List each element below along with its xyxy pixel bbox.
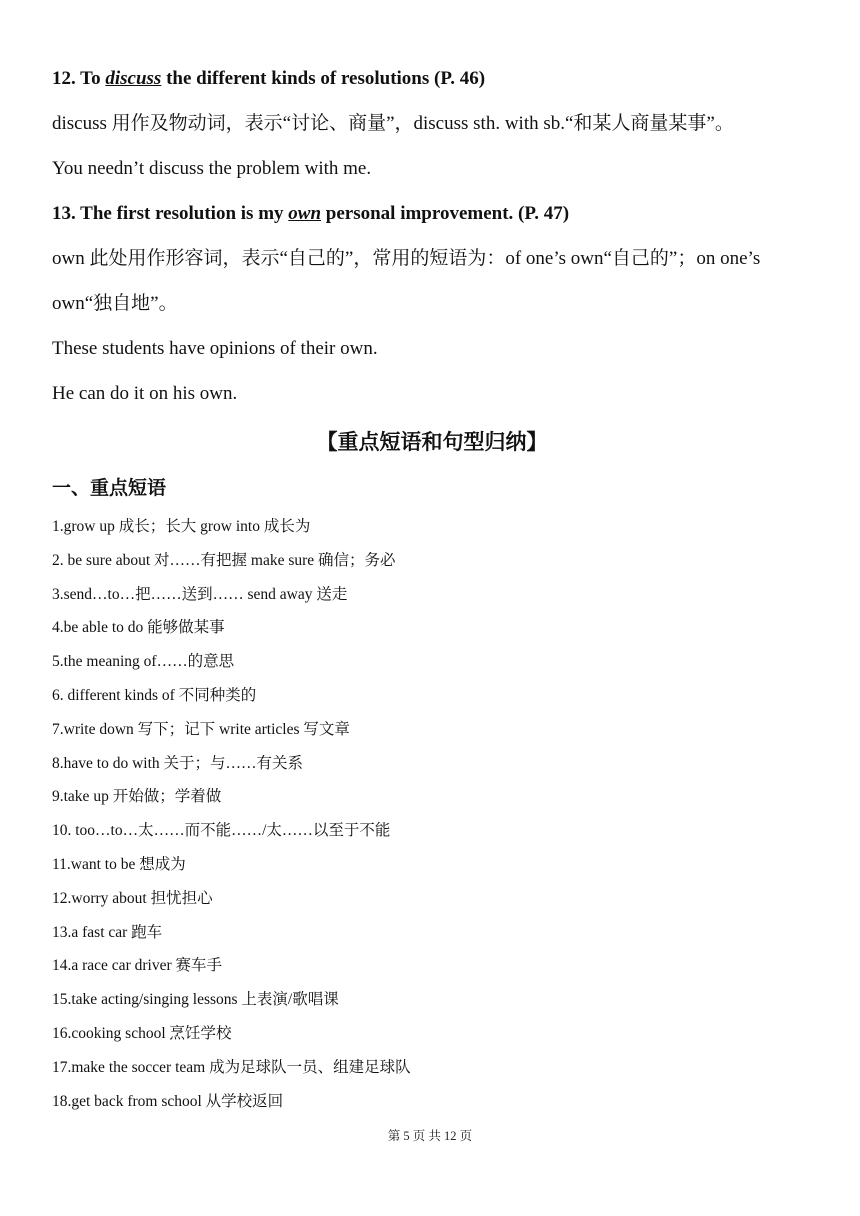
heading-text: the different kinds of resolutions (P. 46) <box>161 68 486 89</box>
heading-number: 13. The first resolution is my <box>52 203 289 224</box>
list-item: 3.send…to…把……送到…… send away 送走 <box>52 585 348 603</box>
item-12-example: You needn’t discuss the problem with me. <box>52 158 372 179</box>
list-item: 8.have to do with 关于；与……有关系 <box>52 754 303 772</box>
list-item: 16.cooking school 烹饪学校 <box>52 1024 232 1042</box>
list-item: 1.grow up 成长；长大 grow into 成长为 <box>52 518 311 535</box>
phrase-list <box>52 510 812 1118</box>
list-item: 15.take acting/singing lessons 上表演/歌唱课 <box>52 991 339 1009</box>
item-12-heading <box>52 56 812 101</box>
list-item: 18.get back from school 从学校返回 <box>52 1092 284 1110</box>
page-footer: 第 5 页 共 12 页 <box>387 1129 473 1143</box>
list-item: 12.worry about 担忧担心 <box>52 889 213 907</box>
sub-title: 一、重点短语 <box>52 477 167 499</box>
section-title: 【重点短语和句型归纳】 <box>316 430 548 454</box>
document-page <box>52 56 812 1118</box>
item-13-explanation: own 此处用作形容词，表示“自己的”，常用的短语为：of one’s own“自己的”；on one’s <box>52 248 761 269</box>
heading-keyword: own <box>288 203 322 224</box>
list-item: 13.a fast car 跑车 <box>52 923 163 941</box>
heading-number: 12. To <box>52 68 106 89</box>
item-13-example-2: He can do it on his own. <box>52 383 238 404</box>
list-item: 9.take up 开始做；学着做 <box>52 788 222 806</box>
list-item: 17.make the soccer team 成为足球队一员、组建足球队 <box>52 1058 411 1076</box>
item-12-explanation: discuss 用作及物动词，表示“讨论、商量”，discuss sth. with sb.“和某人商量某事”。 <box>52 113 734 134</box>
heading-keyword: discuss <box>105 68 162 89</box>
item-13-explanation-cont: own“独自地”。 <box>52 293 178 314</box>
list-item: 11.want to be 想成为 <box>52 855 186 873</box>
list-item: 4.be able to do 能够做某事 <box>52 619 225 637</box>
heading-text: personal improvement. (P. 47) <box>321 203 570 224</box>
list-item: 6. different kinds of 不同种类的 <box>52 686 257 704</box>
list-item: 14.a race car driver 赛车手 <box>52 957 222 975</box>
item-13-example-1: These students have opinions of their own. <box>52 338 378 359</box>
list-item: 5.the meaning of……的意思 <box>52 653 235 671</box>
list-item: 10. too…to…太……而不能……/太……以至于不能 <box>52 822 391 840</box>
list-item: 7.write down 写下；记下 write articles 写文章 <box>52 720 350 738</box>
list-item: 2. be sure about 对……有把握 make sure 确信；务必 <box>52 551 396 569</box>
item-13-heading <box>52 191 812 236</box>
